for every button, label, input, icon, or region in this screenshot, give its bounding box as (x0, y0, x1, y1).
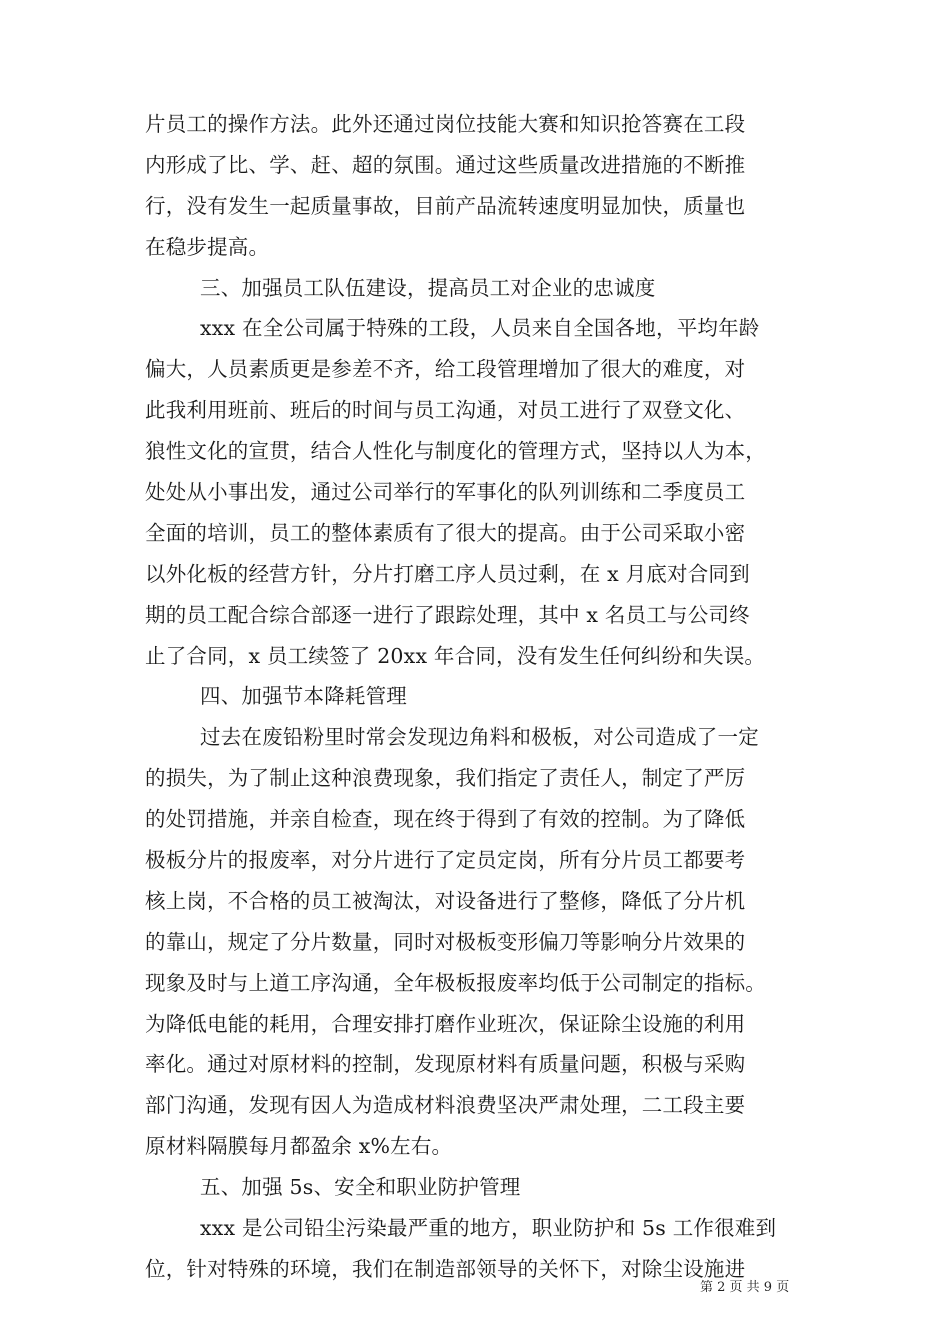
text-line: 全面的培训，员工的整体素质有了很大的提高。由于公司采取小密 (145, 520, 746, 545)
text-line: 为降低电能的耗用，合理安排打磨作业班次，保证除尘设施的利用 (145, 1011, 746, 1036)
text-line: 原材料隔膜每月都盈余 x%左右。 (145, 1134, 453, 1159)
text-line: 狼性文化的宣贯，结合人性化与制度化的管理方式，坚持以人为本， (145, 439, 766, 464)
text-line: 在稳步提高。 (145, 234, 270, 259)
page-number: 第 2 页 共 9 页 (700, 1280, 790, 1295)
text-line: 部门沟通，发现有因人为造成材料浪费坚决严肃处理，二工段主要 (145, 1093, 746, 1118)
text-line: 现象及时与上道工序沟通，全年极板报废率均低于公司制定的指标。 (145, 970, 766, 995)
text-line: 五、加强 5s、安全和职业防护管理 (200, 1175, 521, 1200)
text-line: 处处从小事出发，通过公司举行的军事化的队列训练和二季度员工 (145, 480, 746, 505)
text-line: 片员工的操作方法。此外还通过岗位技能大赛和知识抢答赛在工段 (145, 112, 746, 136)
text-line: xxx 在全公司属于特殊的工段，人员来自全国各地，平均年龄 (200, 316, 760, 341)
text-line: 过去在废铅粉里时常会发现边角料和极板，对公司造成了一定 (200, 725, 759, 750)
text-line: 位，针对特殊的环境，我们在制造部领导的关怀下，对除尘设施进 (145, 1256, 746, 1281)
text-line: 以外化板的经营方针，分片打磨工序人员过剩，在 x 月底对合同到 (145, 561, 750, 586)
text-line: 偏大，人员素质更是参差不齐，给工段管理增加了很大的难度，对 (145, 357, 746, 382)
text-line: xxx 是公司铅尘污染最严重的地方，职业防护和 5s 工作很难到 (200, 1216, 777, 1241)
text-line: 核上岗，不合格的员工被淘汰，对设备进行了整修，降低了分片机 (145, 888, 746, 913)
text-line: 期的员工配合综合部逐一进行了跟踪处理，其中 x 名员工与公司终 (145, 602, 750, 627)
text-line: 止了合同，x 员工续签了 20xx 年合同，没有发生任何纠纷和失误。 (145, 643, 766, 668)
text-line: 率化。通过对原材料的控制，发现原材料有质量问题，积极与采购 (145, 1052, 746, 1077)
text-line: 此我利用班前、班后的时间与员工沟通，对员工进行了双登文化、 (145, 398, 746, 423)
text-line: 三、加强员工队伍建设，提高员工对企业的忠诚度 (200, 275, 656, 300)
document-body (145, 104, 813, 1290)
text-line: 的靠山，规定了分片数量，同时对极板变形偏刀等影响分片效果的 (145, 929, 746, 954)
text-line: 的处罚措施，并亲自检查，现在终于得到了有效的控制。为了降低 (145, 807, 746, 832)
text-line: 四、加强节本降耗管理 (200, 684, 407, 709)
text-line: 行，没有发生一起质量事故，目前产品流转速度明显加快，质量也 (145, 193, 746, 218)
text-line: 极板分片的报废率，对分片进行了定员定岗，所有分片员工都要考 (145, 848, 746, 873)
text-line: 的损失，为了制止这种浪费现象，我们指定了责任人，制定了严厉 (145, 766, 746, 791)
text-line: 内形成了比、学、赶、超的氛围。通过这些质量改进措施的不断推 (145, 152, 746, 177)
